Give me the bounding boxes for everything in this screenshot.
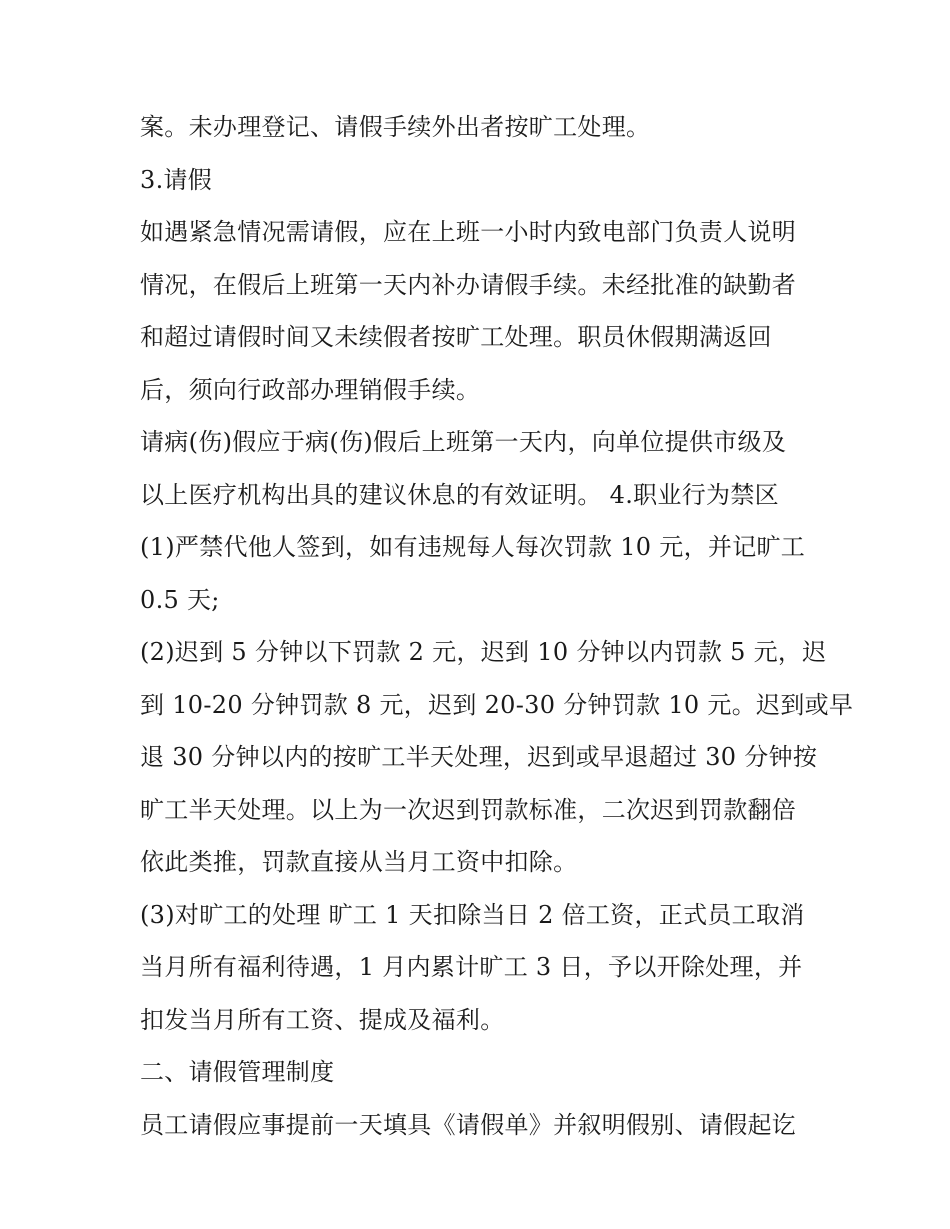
- text-line: 员工请假应事提前一天填具《请假单》并叙明假别、请假起讫: [140, 1110, 797, 1139]
- text-line: 退 30 分钟以内的按旷工半天处理，迟到或早退超过 30 分钟按: [140, 743, 818, 771]
- text-line: 如遇紧急情况需请假，应在上班一小时内致电部门负责人说明: [140, 218, 797, 246]
- text-line: (1)严禁代他人签到，如有违规每人每次罚款 10 元，并记旷工: [140, 533, 806, 561]
- text-line: 和超过请假时间又未续假者按旷工处理。职员休假期满返回: [140, 323, 772, 351]
- text-line: 后，须向行政部办理销假手续。: [140, 375, 481, 404]
- document-body: [140, 104, 854, 1154]
- text-line: 以上医疗机构出具的建议休息的有效证明。 4.职业行为禁区: [140, 480, 779, 509]
- section-heading: 二、请假管理制度: [140, 1058, 335, 1086]
- text-line: 案。未办理登记、请假手续外出者按旷工处理。: [140, 113, 651, 141]
- text-line: (3)对旷工的处理 旷工 1 天扣除当日 2 倍工资，正式员工取消: [140, 900, 805, 929]
- text-line: 0.5 天;: [140, 585, 220, 614]
- text-line: 请病(伤)假应于病(伤)假后上班第一天内，向单位提供市级及: [140, 428, 787, 456]
- text-line: 依此类推，罚款直接从当月工资中扣除。: [140, 848, 578, 876]
- text-line: 当月所有福利待遇，1 月内累计旷工 3 日，予以开除处理，并: [140, 953, 803, 981]
- section-heading: 3.请假: [140, 165, 213, 194]
- text-line: (2)迟到 5 分钟以下罚款 2 元，迟到 10 分钟以内罚款 5 元，迟: [140, 638, 827, 666]
- text-line: 扣发当月所有工资、提成及福利。: [140, 1005, 505, 1034]
- text-line: 旷工半天处理。以上为一次迟到罚款标准，二次迟到罚款翻倍: [140, 795, 797, 824]
- text-line: 情况，在假后上班第一天内补办请假手续。未经批准的缺勤者: [140, 270, 797, 299]
- text-line: 到 10-20 分钟罚款 8 元，迟到 20-30 分钟罚款 10 元。迟到或早: [140, 690, 854, 719]
